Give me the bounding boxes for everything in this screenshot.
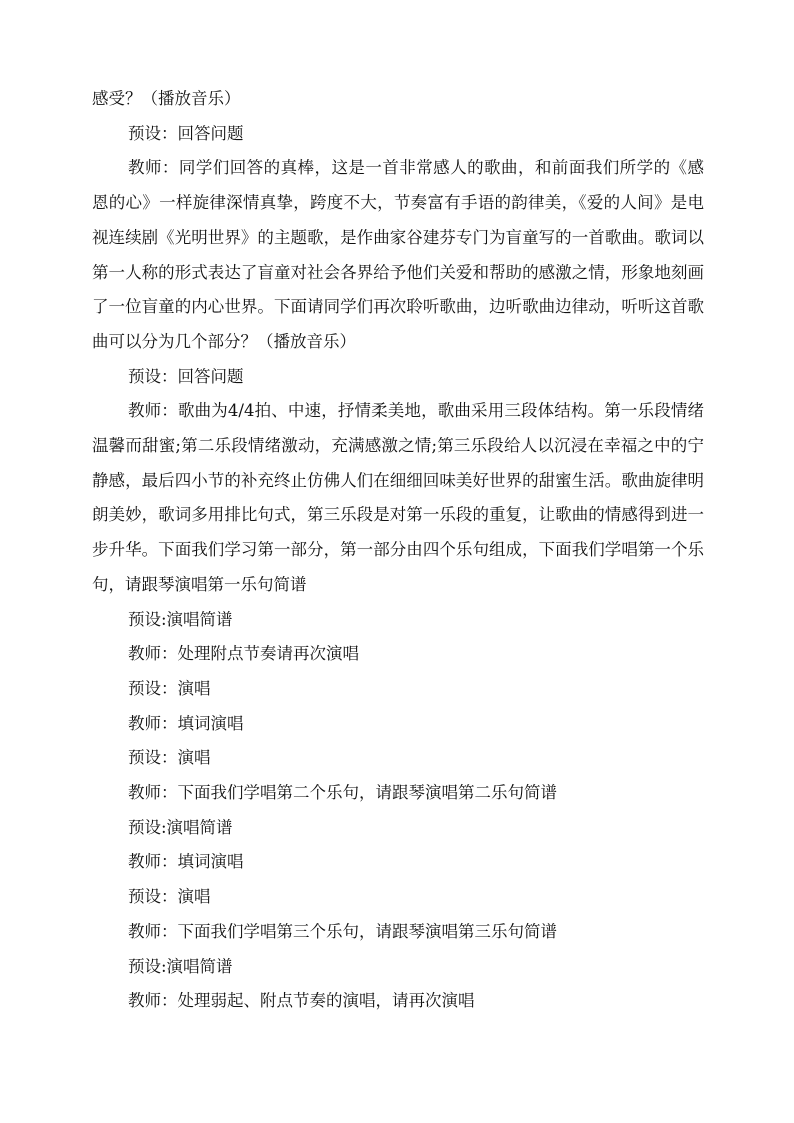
paragraph: 教师：处理附点节奏请再次演唱 xyxy=(128,644,359,664)
paragraph: 预设：演唱 xyxy=(128,748,211,768)
paragraph: 预设:演唱简谱 xyxy=(128,817,233,837)
paragraph: 预设:演唱简谱 xyxy=(128,609,233,629)
paragraph: 教师：下面我们学唱第三个乐句，请跟琴演唱第三乐句简谱 xyxy=(128,921,557,941)
paragraph: 感受？（播放音乐） xyxy=(92,89,241,108)
paragraph: 教师：下面我们学唱第二个乐句，请跟琴演唱第二乐句简谱 xyxy=(128,783,557,803)
document-body xyxy=(92,82,704,1019)
paragraph: 预设:演唱简谱 xyxy=(128,956,233,976)
paragraph: 教师：同学们回答的真棒，这是一首非常感人的歌曲，和前面我们所学的《感恩的心》一样旋律深情真挚，跨度不大，节奏富有手语的韵律美，《爱的人间》是电视连续剧《光明世界》的主题歌，是作曲家谷建芬专门为盲童写的一首歌曲。歌词以第一人称的形式表达了盲童对社会各界给予他们关爱和帮助的感激之情，形象地刻画了一位盲童的内心世界。下面请同学们再次聆听歌曲，边听歌曲边律动，听听这首歌曲可以分为几个部分？（播放音乐） xyxy=(92,158,704,351)
paragraph: 预设：回答问题 xyxy=(128,123,244,143)
paragraph: 教师：填词演唱 xyxy=(128,713,244,733)
paragraph: 教师：歌曲为4/4拍、中速，抒情柔美地，歌曲采用三段体结构。第一乐段情绪温馨而甜蜜;第二乐段情绪激动，充满感激之情;第三乐段给人以沉浸在幸福之中的宁静感，最后四小节的补充终止仿佛人们在细细回味美好世界的甜蜜生活。歌曲旋律明朗美妙，歌词多用排比句式，第三乐段是对第一乐段的重复，让歌曲的情感得到进一步升华。下面我们学习第一部分，第一部分由四个乐句组成，下面我们学唱第一个乐句，请跟琴演唱第一乐句简谱 xyxy=(92,401,704,594)
paragraph: 教师：处理弱起、附点节奏的演唱，请再次演唱 xyxy=(128,991,475,1011)
paragraph: 预设：演唱 xyxy=(128,678,211,698)
paragraph: 教师：填词演唱 xyxy=(128,852,244,872)
paragraph: 预设：回答问题 xyxy=(128,366,244,386)
paragraph: 预设：演唱 xyxy=(128,887,211,907)
